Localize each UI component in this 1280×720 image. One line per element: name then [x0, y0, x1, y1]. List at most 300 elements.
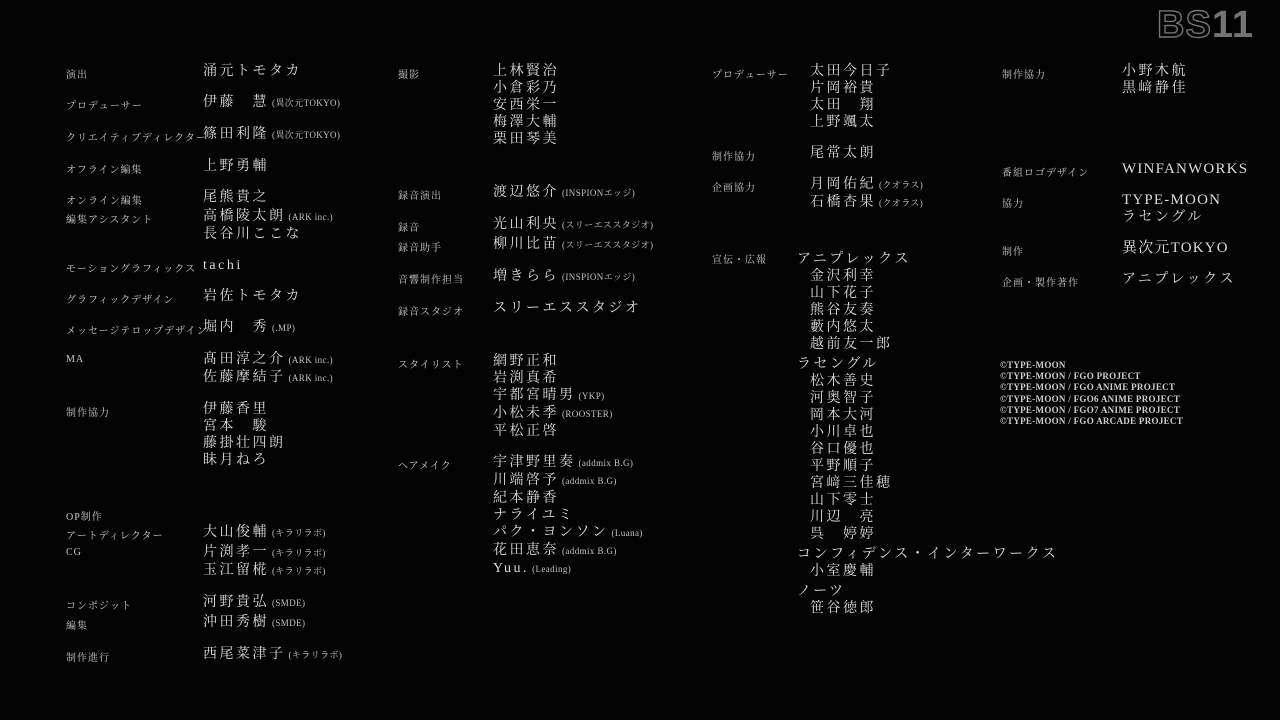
person-name [203, 614, 396, 632]
name-text: 太田 翔 [810, 98, 876, 113]
name-text: 伊藤 慧 [203, 95, 269, 110]
names-list [203, 257, 396, 274]
person-name [203, 646, 396, 664]
person-name [1122, 63, 1277, 80]
person-name [493, 268, 698, 286]
person-name [493, 353, 698, 370]
person-name [810, 441, 982, 458]
person-name [493, 524, 698, 542]
role-label: OP制作 [66, 512, 103, 523]
role-label: 制作協力 [1002, 70, 1046, 81]
name-text: Yuu. [493, 561, 530, 576]
person-name [203, 524, 396, 542]
affiliation-suffix: (異次元TOKYO) [272, 98, 341, 108]
names-list [493, 268, 698, 286]
credit-group [66, 257, 396, 274]
role-label: 演出 [66, 70, 88, 81]
person-name [810, 319, 982, 336]
copyright-line: ©TYPE-MOON [1000, 360, 1066, 370]
credit-entry [398, 216, 698, 234]
name-text: 熊谷友奏 [810, 303, 876, 318]
names-list [493, 63, 698, 148]
name-text: 岩佐トモタカ [203, 289, 302, 304]
credit-group [66, 351, 396, 387]
names-list [203, 288, 396, 305]
names-list [203, 94, 396, 112]
name-text: パク・ヨンソン [493, 525, 609, 540]
affiliation-suffix: (異次元TOKYO) [272, 130, 341, 140]
affiliation-suffix: (スリーエススタジオ) [562, 240, 654, 250]
names-list [203, 351, 396, 387]
affiliation-suffix: (クオラス) [879, 198, 924, 208]
affiliation-suffix: (addmix B.G) [562, 546, 617, 556]
affiliation-suffix: (SMDE) [272, 598, 306, 608]
copyright-line: ©TYPE-MOON / FGO ANIME PROJECT [1000, 382, 1176, 393]
credit-group [66, 63, 396, 80]
name-text: 上野颯太 [810, 115, 876, 130]
name-text: 山下花子 [810, 286, 876, 301]
name-text: 篠田利隆 [203, 127, 269, 142]
credit-group [66, 94, 396, 112]
person-name [203, 226, 396, 243]
name-text: 渡辺悠介 [493, 185, 559, 200]
names-list [203, 319, 396, 337]
credit-entry [66, 63, 396, 80]
credit-entry [398, 454, 698, 578]
names-list [493, 184, 698, 202]
person-name [810, 268, 982, 285]
person-name [203, 158, 396, 175]
name-text: 藤掛壮四朗 [203, 436, 286, 451]
names-list [203, 646, 396, 664]
name-text: 異次元TOKYO [1122, 240, 1229, 256]
person-name [810, 492, 982, 509]
credit-entry [398, 353, 698, 440]
credit-entry [66, 505, 396, 522]
name-text: 大山俊輔 [203, 525, 269, 540]
person-name [810, 390, 982, 407]
credit-entry [1002, 240, 1277, 257]
name-text: 片岡裕貴 [810, 81, 876, 96]
name-text: 梅澤大輔 [493, 115, 559, 130]
credit-entry [66, 189, 396, 206]
affiliation-suffix: (キラリラボ) [272, 548, 326, 558]
credit-entry [398, 236, 698, 254]
person-name [203, 257, 396, 274]
affiliation-suffix: (addmix B.G) [578, 458, 634, 468]
role-label: MA [66, 354, 85, 365]
name-text: アニプレックス [1122, 272, 1236, 287]
person-name [493, 300, 698, 317]
affiliation-suffix: (INSPIONエッジ) [562, 272, 636, 282]
role-label: グラフィックデザイン [66, 295, 175, 306]
credit-entry [1002, 271, 1277, 288]
credit-group [1002, 63, 1277, 97]
names-list [493, 236, 698, 254]
credit-entry [66, 524, 396, 542]
person-name [810, 285, 982, 302]
name-text: 石橋杏果 [810, 195, 876, 210]
person-name [493, 114, 698, 131]
person-name [810, 194, 982, 212]
person-name [810, 63, 982, 80]
person-name [810, 145, 982, 162]
affiliation-suffix: (ARK inc.) [288, 355, 333, 365]
person-name [203, 401, 396, 418]
name-text: 小松未季 [493, 406, 559, 421]
names-list [493, 300, 698, 317]
person-name [203, 594, 396, 612]
credit-entry [66, 288, 396, 305]
person-name [493, 216, 698, 234]
credit-group [66, 158, 396, 175]
person-name [203, 319, 396, 337]
name-text: 佐藤摩結子 [203, 370, 286, 385]
credit-group [712, 145, 982, 162]
person-name [810, 563, 982, 580]
affiliation-suffix: (キラリラボ) [272, 528, 326, 538]
affiliation-suffix: (ARK inc.) [288, 373, 333, 383]
person-name [203, 369, 396, 387]
name-text: 増きらら [493, 269, 559, 284]
credit-group [66, 401, 396, 469]
name-text: 長谷川ここな [203, 227, 302, 242]
person-name [493, 370, 698, 387]
role-label: 宣伝・広報 [712, 255, 767, 266]
name-text: 川端啓予 [493, 473, 559, 488]
name-text: 尾熊貴之 [203, 190, 269, 205]
credit-group [398, 353, 698, 440]
credit-entry [1002, 192, 1277, 226]
credit-group [398, 454, 698, 578]
affiliation-suffix: (addmix B.G) [562, 476, 617, 486]
credit-entry [398, 63, 698, 148]
role-label: 録音スタジオ [398, 307, 464, 318]
person-name [493, 423, 698, 440]
affiliation-suffix: (INSPIONエッジ) [562, 188, 636, 198]
person-name [810, 176, 982, 194]
person-name [810, 458, 982, 475]
name-text: 宇都宮晴男 [493, 388, 576, 403]
names-list [203, 505, 396, 522]
name-text: 高橋陵太朗 [203, 209, 286, 224]
person-name [493, 560, 698, 578]
affiliation-suffix: (キラリラボ) [272, 566, 326, 576]
role-label: 録音 [398, 223, 420, 234]
copyright-line: ©TYPE-MOON / FGO7 ANIME PROJECT [1000, 404, 1181, 415]
credit-entry [66, 208, 396, 243]
person-name [493, 490, 698, 507]
person-name [493, 131, 698, 148]
name-text: 西尾菜津子 [203, 647, 286, 662]
names-list [1122, 271, 1277, 288]
name-text: 小室慶輔 [810, 564, 876, 579]
credit-group [66, 505, 396, 580]
name-text: 岡本大河 [810, 408, 876, 423]
bs11-outline-text: BS [1157, 4, 1212, 46]
name-text: 眛月ねろ [203, 453, 269, 468]
name-text: 柳川比苗 [493, 237, 559, 252]
affiliation-suffix: (YKP) [578, 391, 605, 401]
person-name [1122, 80, 1277, 97]
name-text: 太田今日子 [810, 64, 893, 79]
person-name [203, 351, 396, 369]
person-name [203, 94, 396, 112]
affiliation-suffix: (ARK inc.) [288, 212, 333, 222]
names-list [203, 63, 396, 80]
names-list [493, 216, 698, 234]
role-label: 制作進行 [66, 653, 110, 664]
names-list [1122, 161, 1277, 178]
name-text: 尾常太朗 [810, 146, 876, 161]
credit-entry [66, 351, 396, 387]
affiliation-suffix: (スリーエススタジオ) [562, 220, 654, 230]
person-name [1122, 240, 1277, 257]
person-name [493, 387, 698, 405]
name-text: TYPE-MOON [1122, 192, 1222, 208]
role-label: 編集アシスタント [66, 215, 154, 226]
name-text: 宮本 駿 [203, 419, 269, 434]
names-list [203, 594, 396, 612]
role-label: 撮影 [398, 70, 420, 81]
name-text: 松木善史 [810, 374, 876, 389]
credit-group [398, 268, 698, 286]
name-text: ノーツ [797, 584, 846, 599]
person-name [810, 97, 982, 114]
name-text: 月岡佑紀 [810, 177, 876, 192]
person-name [1122, 271, 1277, 288]
credit-entry [66, 126, 396, 144]
person-name [493, 472, 698, 490]
name-text: 上野勇輔 [203, 159, 269, 174]
copyright-line: ©TYPE-MOON / FGO PROJECT [1000, 371, 1141, 382]
credit-group [1002, 192, 1277, 226]
person-name [493, 542, 698, 560]
credit-group [66, 594, 396, 632]
name-text: 涌元トモタカ [203, 64, 302, 79]
person-name [810, 373, 982, 390]
bs11-solid-text: 11 [1211, 4, 1254, 46]
role-label: 協力 [1002, 199, 1024, 210]
role-label: 番組ロゴデザイン [1002, 168, 1090, 179]
name-text: 栗田琴美 [493, 132, 559, 147]
role-label: メッセージテロップデザイン [66, 326, 208, 337]
role-label: CG [66, 547, 82, 558]
credit-entry [66, 319, 396, 337]
credit-group [1002, 240, 1277, 257]
credit-entry [66, 614, 396, 632]
credit-group [398, 63, 698, 148]
person-name [810, 114, 982, 131]
credit-group [66, 319, 396, 337]
credits-column-2 [398, 63, 698, 578]
credit-group [66, 288, 396, 305]
credit-group [712, 63, 982, 131]
credit-group [712, 176, 982, 212]
name-text: 越前友一郎 [810, 337, 893, 352]
role-label: スタイリスト [398, 360, 464, 371]
name-text: ナライユミ [493, 508, 575, 523]
credit-entry [66, 257, 396, 274]
credit-entry [712, 145, 982, 162]
person-name [203, 452, 396, 469]
role-label: クリエイティブディレクター [66, 133, 207, 144]
credit-entry [398, 184, 698, 202]
credit-entry [66, 594, 396, 612]
names-list [203, 544, 396, 580]
names-list [810, 176, 982, 212]
credits-column-1 [66, 63, 396, 664]
name-text: 小倉彩乃 [493, 81, 559, 96]
credit-entry [66, 94, 396, 112]
company-name [797, 353, 982, 373]
person-name [203, 288, 396, 305]
name-text: 小野木航 [1122, 64, 1188, 79]
names-list [1122, 240, 1277, 257]
name-text: 小川卓也 [810, 425, 876, 440]
person-name [810, 336, 982, 353]
company-name [797, 248, 982, 268]
name-text: 花田恵奈 [493, 543, 559, 558]
person-name [810, 80, 982, 97]
person-name [203, 126, 396, 144]
role-label: アートディレクター [66, 531, 164, 542]
person-name [493, 507, 698, 524]
affiliation-suffix: (.MP) [272, 323, 296, 333]
credit-group [398, 184, 698, 202]
person-name [810, 475, 982, 492]
name-text: 網野正和 [493, 354, 559, 369]
name-text: 山下零士 [810, 493, 876, 508]
name-text: 玉江留椛 [203, 563, 269, 578]
name-text: 藪内悠太 [810, 320, 876, 335]
name-text: 岩渕真希 [493, 371, 559, 386]
person-name [493, 184, 698, 202]
credit-entry [712, 63, 982, 131]
role-label: オンライン編集 [66, 196, 143, 207]
name-text: ラセングル [1122, 210, 1204, 225]
credit-group [398, 300, 698, 317]
affiliation-suffix: (SMDE) [272, 618, 306, 628]
name-text: ラセングル [797, 357, 879, 372]
name-text: 光山利央 [493, 217, 559, 232]
name-text: 呉 婷婷 [810, 527, 876, 542]
person-name [1122, 192, 1277, 209]
credit-entry [66, 544, 396, 580]
company-name [797, 543, 1059, 563]
credits-column-4 [1002, 63, 1277, 288]
credit-group [1002, 161, 1277, 178]
role-label: 編集 [66, 621, 88, 632]
role-label: ヘアメイク [398, 461, 452, 472]
person-name [203, 544, 396, 562]
role-label: コンポジット [66, 601, 132, 612]
person-name [493, 63, 698, 80]
person-name [810, 302, 982, 319]
credit-group [66, 189, 396, 243]
credit-group [66, 646, 396, 664]
person-name [810, 526, 982, 543]
credit-entry [712, 176, 982, 212]
affiliation-suffix: (Leading) [532, 564, 572, 574]
name-text: 平松正啓 [493, 424, 559, 439]
role-label: オフライン編集 [66, 165, 143, 176]
affiliation-suffix: (ROOSTER) [562, 409, 613, 419]
affiliation-suffix: (Luana) [611, 528, 643, 538]
person-name [1122, 209, 1277, 226]
name-text: 安西栄一 [493, 98, 559, 113]
credit-entry [398, 268, 698, 286]
person-name [203, 418, 396, 435]
name-text: 上林賢治 [493, 64, 559, 79]
credit-entry [1002, 161, 1277, 178]
affiliation-suffix: (キラリラボ) [288, 650, 343, 660]
affiliation-suffix: (クオラス) [879, 180, 924, 190]
names-list [1122, 63, 1277, 97]
name-text: 片渕孝一 [203, 545, 269, 560]
name-text: 宇津野里奏 [493, 455, 576, 470]
name-text: 笹谷徳郎 [810, 601, 876, 616]
name-text: 沖田秀樹 [203, 615, 269, 630]
person-name [493, 236, 698, 254]
names-list [1122, 192, 1277, 226]
name-text: 河野貴弘 [203, 595, 269, 610]
person-name [203, 63, 396, 80]
credit-entry [66, 158, 396, 175]
credit-group [66, 126, 396, 144]
name-text: 谷口優也 [810, 442, 876, 457]
role-label: モーショングラフィックス [66, 264, 197, 275]
role-label: 録音助手 [398, 243, 442, 254]
bs11-logo [1157, 4, 1254, 47]
person-name [810, 424, 982, 441]
role-label: プロデューサー [66, 101, 143, 112]
names-list [810, 145, 982, 162]
name-text: 宮﨑三佳穂 [810, 476, 893, 491]
person-name [810, 407, 982, 424]
names-list [203, 158, 396, 175]
role-label: 制作協力 [712, 152, 756, 163]
name-text: 平野順子 [810, 459, 876, 474]
role-label: 制作 [1002, 247, 1024, 258]
names-list [203, 614, 396, 632]
name-text: コンフィデンス・インターワークス [797, 547, 1059, 562]
person-name [203, 435, 396, 452]
company-name [797, 580, 982, 600]
credit-group [1002, 271, 1277, 288]
name-text: 金沢利幸 [810, 269, 876, 284]
role-label: 企画協力 [712, 183, 756, 194]
role-label: 制作協力 [66, 408, 110, 419]
name-text: WINFANWORKS [1122, 161, 1249, 177]
credit-entry [66, 646, 396, 664]
credit-entry [398, 300, 698, 317]
person-name [203, 562, 396, 580]
credit-group [398, 216, 698, 254]
names-list [493, 353, 698, 440]
person-name [810, 600, 982, 617]
names-list [203, 208, 396, 243]
role-label: 音響制作担当 [398, 275, 464, 286]
name-text: 堀内 秀 [203, 320, 269, 335]
person-name [493, 97, 698, 114]
copyright-line: ©TYPE-MOON / FGO ARCADE PROJECT [1000, 416, 1184, 427]
names-list [203, 401, 396, 469]
names-list [203, 126, 396, 144]
name-text: 髙田淳之介 [203, 352, 286, 367]
name-text: tachi [203, 258, 243, 273]
person-name [493, 80, 698, 97]
